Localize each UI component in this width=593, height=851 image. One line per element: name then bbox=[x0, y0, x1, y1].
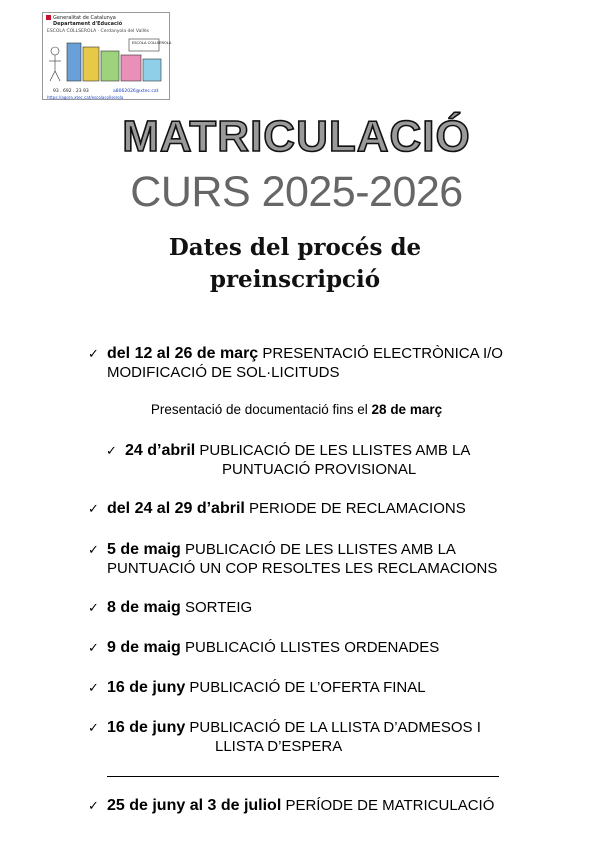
item-description: PRESENTACIÓ ELECTRÒNICA I/O MODIFICACIÓ DE SOL·LICITUDS bbox=[107, 345, 503, 381]
main-title: MATRICULACIÓ bbox=[122, 112, 471, 161]
checkmark-icon: ✓ bbox=[88, 720, 99, 735]
item-date: 16 de juny bbox=[107, 679, 186, 696]
subtitle-line-2: preinscripció bbox=[209, 266, 381, 293]
item-description: SORTEIG bbox=[180, 599, 253, 616]
school-name: ESCOLA COLLSEROLA · Cerdanyola del Vallès bbox=[47, 29, 149, 34]
item-description: PERÍODE DE MATRICULACIÓ bbox=[281, 797, 495, 814]
item-description: PERIODE DE RECLAMACIONS bbox=[244, 500, 466, 517]
item-description: PUBLICACIÓ DE LES LLISTES AMB LA PUNTUACIÓ UN COP RESOLTES LES RECLAMACIONS bbox=[107, 541, 498, 577]
note-text: Presentació de documentació fins el bbox=[150, 402, 372, 417]
item-description-line-2: PUNTUACIÓ PROVISIONAL bbox=[222, 461, 417, 478]
note-date: 28 de març bbox=[371, 402, 443, 417]
school-drawing-illustration bbox=[47, 37, 172, 87]
course-title: CURS 2025-2026 bbox=[130, 168, 463, 216]
checkmark-icon: ✓ bbox=[88, 542, 99, 557]
item-date: 24 d’abril bbox=[125, 442, 196, 459]
item-description: PUBLICACIÓ DE LES LLISTES AMB LA bbox=[195, 442, 471, 459]
documentation-deadline-note bbox=[0, 402, 593, 417]
item-description: PUBLICACIÓ DE L’OFERTA FINAL bbox=[185, 679, 426, 696]
item-date: 8 de maig bbox=[107, 599, 181, 616]
checkmark-icon: ✓ bbox=[88, 640, 99, 655]
checkmark-icon: ✓ bbox=[88, 680, 99, 695]
gencat-name: Generalitat de Catalunya bbox=[53, 15, 116, 21]
department-name: Departament d'Educació bbox=[53, 21, 123, 27]
checkmark-icon: ✓ bbox=[88, 346, 99, 361]
item-date: 9 de maig bbox=[107, 639, 181, 656]
item-date: 25 de juny al 3 de juliol bbox=[107, 797, 282, 814]
schedule-item-resolved-lists bbox=[88, 540, 543, 578]
schedule-item-final-offer bbox=[88, 678, 568, 697]
school-phone: 93 . 692 . 23 93 bbox=[53, 89, 89, 94]
logo-sign-text: ESCOLA COLLSEROLA bbox=[132, 41, 172, 45]
schedule-item-ordered-lists bbox=[88, 638, 568, 657]
schedule-item-draw bbox=[88, 598, 568, 617]
school-email: a8062026@xtec.cat bbox=[113, 89, 159, 94]
item-date: del 24 al 29 d’abril bbox=[107, 500, 245, 517]
schedule-item-provisional-lists bbox=[106, 441, 566, 479]
school-website: https://agora.xtec.cat/escolacollserola bbox=[47, 95, 124, 100]
checkmark-icon: ✓ bbox=[88, 600, 99, 615]
separator-line bbox=[107, 776, 499, 777]
school-logo-card bbox=[42, 12, 170, 100]
item-date: 5 de maig bbox=[107, 541, 181, 558]
schedule-item-claims bbox=[88, 499, 568, 518]
subtitle-line-1: Dates del procés de bbox=[168, 234, 422, 261]
item-description: PUBLICACIÓ DE LA LLISTA D’ADMESOS I bbox=[185, 719, 481, 736]
checkmark-icon: ✓ bbox=[88, 501, 99, 516]
gencat-logo bbox=[46, 15, 122, 27]
item-description-line-2: LLISTA D’ESPERA bbox=[215, 738, 343, 755]
checkmark-icon: ✓ bbox=[88, 798, 99, 813]
item-date: del 12 al 26 de març bbox=[107, 345, 259, 362]
schedule-item-application bbox=[88, 344, 568, 382]
schedule-item-admitted-list bbox=[88, 718, 568, 756]
item-description: PUBLICACIÓ LLISTES ORDENADES bbox=[180, 639, 440, 656]
checkmark-icon: ✓ bbox=[106, 443, 117, 458]
subtitle bbox=[110, 232, 480, 296]
item-date: 16 de juny bbox=[107, 719, 186, 736]
schedule-item-enrollment bbox=[88, 796, 568, 815]
